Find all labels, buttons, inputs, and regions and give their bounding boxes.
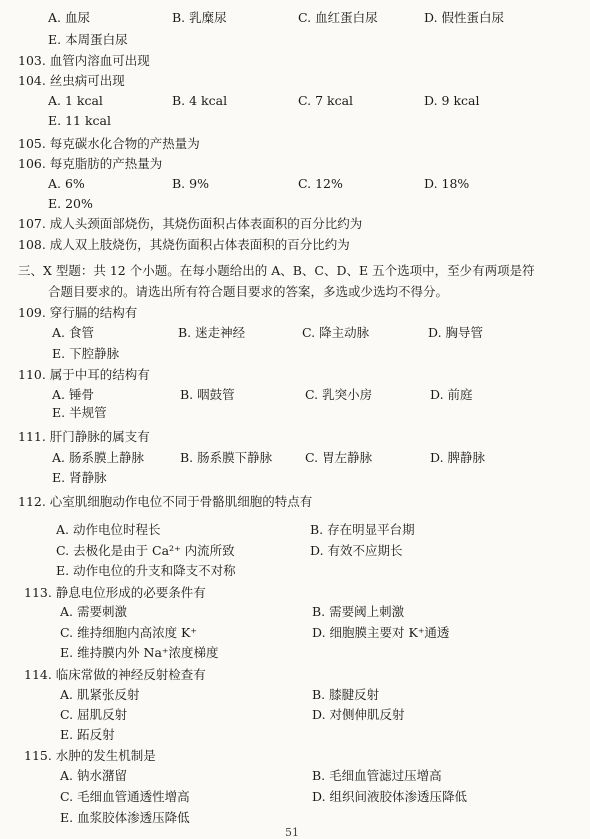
option-111-c: C. 胃左静脉 [305,450,373,465]
option-110-e: E. 半规管 [52,405,107,420]
section-3-heading-line1: 三、X 型题：共 12 个小题。在每小题给出的 A、B、C、D、E 五个选项中，至少有两项是符 [18,263,535,278]
question-107: 107. 成人头颈面部烧伤，其烧伤面积占体表面积的百分比约为 [18,216,363,231]
option-106-b: B. 9% [172,176,209,191]
question-114: 114. 临床常做的神经反射检查有 [24,667,206,682]
option-106-a: A. 6% [48,176,85,191]
option-115-a: A. 钠水潴留 [60,768,127,783]
option-102-d: D. 假性蛋白尿 [424,10,505,25]
option-113-d: D. 细胞膜主要对 K⁺通透 [312,625,450,640]
option-112-b: B. 存在明显平台期 [310,522,415,537]
question-106: 106. 每克脂肪的产热量为 [18,156,163,171]
question-108: 108. 成人双上肢烧伤，其烧伤面积占体表面积的百分比约为 [18,237,350,252]
option-102-b: B. 乳糜尿 [172,10,227,25]
question-103: 103. 血管内溶血可出现 [18,53,150,68]
option-115-d: D. 组织间液胶体渗透压降低 [312,789,468,804]
option-102-a: A. 血尿 [48,10,90,25]
option-110-d: D. 前庭 [430,387,473,402]
option-112-a: A. 动作电位时程长 [56,522,161,537]
question-111: 111. 肝门静脉的属支有 [18,429,150,444]
option-106-c: C. 12% [298,176,343,191]
option-112-e: E. 动作电位的升支和降支不对称 [56,563,236,578]
option-111-d: D. 脾静脉 [430,450,486,465]
option-114-c: C. 屈肌反射 [60,707,128,722]
option-114-d: D. 对侧伸肌反射 [312,707,405,722]
option-104-c: C. 7 kcal [298,93,354,108]
option-112-d: D. 有效不应期长 [310,543,403,558]
option-106-e: E. 20% [48,196,93,211]
option-109-e: E. 下腔静脉 [52,346,120,361]
option-104-e: E. 11 kcal [48,113,111,128]
option-109-b: B. 迷走神经 [178,325,246,340]
option-110-a: A. 锤骨 [52,387,94,402]
option-112-c: C. 去极化是由于 Ca²⁺ 内流所致 [56,543,235,558]
option-106-d: D. 18% [424,176,470,191]
option-114-a: A. 肌紧张反射 [60,687,140,702]
option-111-e: E. 肾静脉 [52,470,107,485]
question-112: 112. 心室肌细胞动作电位不同于骨骼肌细胞的特点有 [18,494,313,509]
option-104-a: A. 1 kcal [48,93,103,108]
option-109-d: D. 胸导管 [428,325,484,340]
question-115: 115. 水肿的发生机制是 [24,748,156,763]
option-113-a: A. 需要刺激 [60,604,127,619]
option-115-b: B. 毛细血管滤过压增高 [312,768,442,783]
option-102-c: C. 血红蛋白尿 [298,10,378,25]
option-111-a: A. 肠系膜上静脉 [52,450,144,465]
option-115-e: E. 血浆胶体渗透压降低 [60,810,190,825]
question-105: 105. 每克碳水化合物的产热量为 [18,136,200,151]
option-114-b: B. 膝腱反射 [312,687,380,702]
option-114-e: E. 跖反射 [60,727,115,742]
question-110: 110. 属于中耳的结构有 [18,367,150,382]
section-3-heading-line2: 合题目要求的。请选出所有符合题目要求的答案，多选或少选均不得分。 [48,284,449,299]
option-102-e: E. 本周蛋白尿 [48,32,128,47]
option-113-e: E. 维持膜内外 Na⁺浓度梯度 [60,645,219,660]
option-111-b: B. 肠系膜下静脉 [180,450,273,465]
option-115-c: C. 毛细血管通透性增高 [60,789,190,804]
option-109-a: A. 食管 [52,325,94,340]
option-109-c: C. 降主动脉 [302,325,370,340]
option-104-b: B. 4 kcal [172,93,228,108]
question-104: 104. 丝虫病可出现 [18,73,125,88]
option-110-c: C. 乳突小房 [305,387,373,402]
option-110-b: B. 咽鼓管 [180,387,235,402]
option-104-d: D. 9 kcal [424,93,480,108]
question-113: 113. 静息电位形成的必要条件有 [24,585,206,600]
page-number: 51 [285,826,299,839]
question-109: 109. 穿行膈的结构有 [18,305,138,320]
option-113-c: C. 维持细胞内高浓度 K⁺ [60,625,197,640]
option-113-b: B. 需要阈上刺激 [312,604,405,619]
